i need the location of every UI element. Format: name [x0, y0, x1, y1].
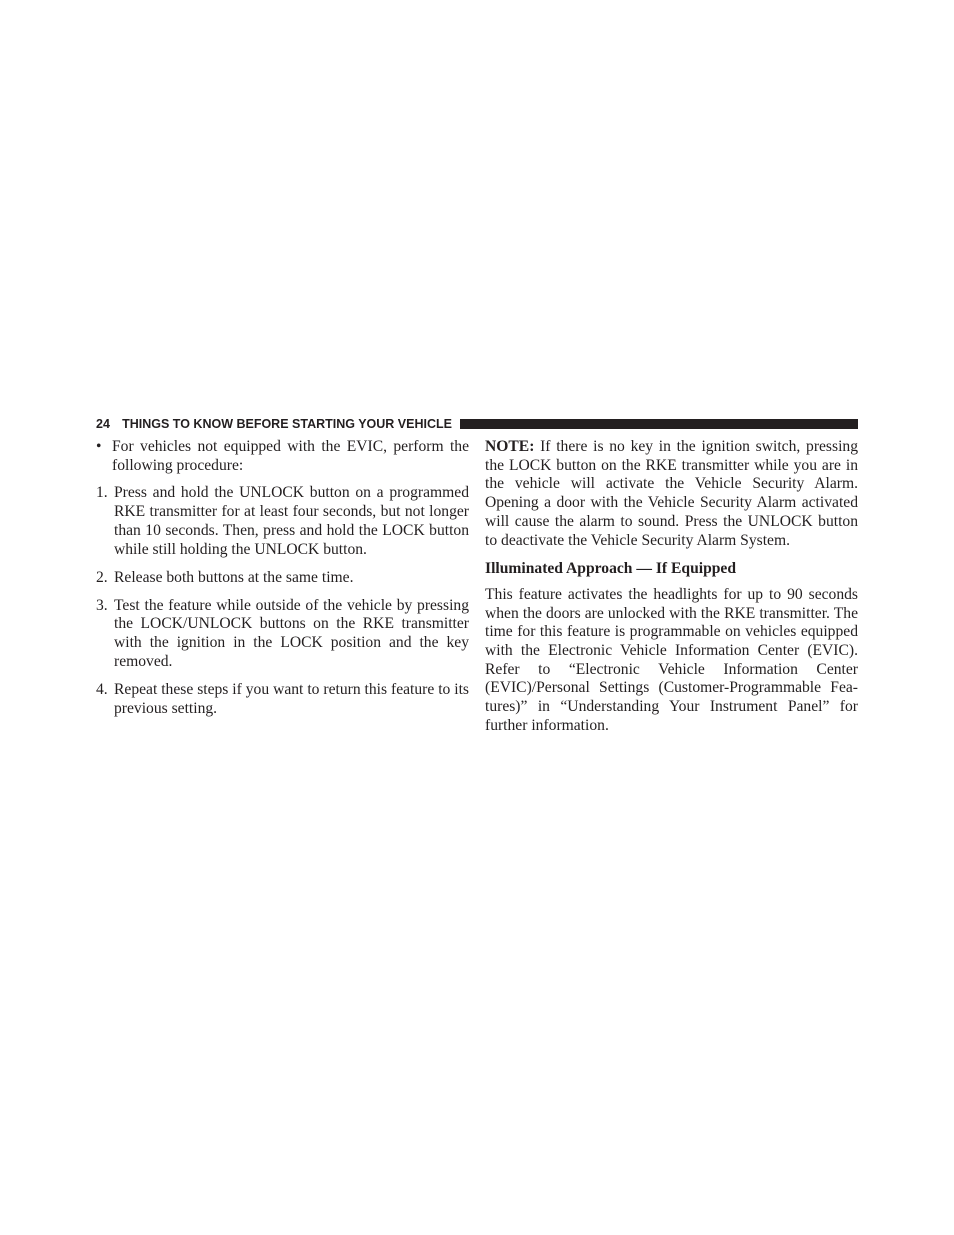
note-label: NOTE:: [485, 438, 535, 455]
step-number: 2.: [96, 568, 108, 586]
page-number: 24: [96, 417, 111, 431]
bullet-item: [96, 438, 469, 475]
step-number: 3.: [96, 596, 108, 614]
note-text: If there is no key in the ignition switch, pressing the LOCK button on the RKE transmitter while you are in the vehicle will activate the Vehicle Security Alarm. Opening a door with the Vehicle Security Alarm activated will cause the alarm to sound. Press the UNLOCK button to deactivate the Vehicle Security Alarm System.: [485, 438, 858, 549]
section-heading: Illuminated Approach — If Equipped: [485, 559, 737, 577]
step-4: [96, 681, 469, 718]
step-3: [96, 597, 469, 672]
section-title: THINGS TO KNOW BEFORE STARTING YOUR VEHICLE: [122, 417, 452, 431]
step-text: Press and hold the UNLOCK button on a programmed RKE transmitter for at least four seconds, but not longer than 10 seconds. Then, press and hold the LOCK button while still holding the UNLOCK button.: [114, 484, 469, 558]
step-text: Test the feature while outside of the vehicle by pressing the LOCK/UNLOCK buttons on the RKE transmitter with the ignition in the LOCK position and the key removed.: [114, 596, 469, 670]
left-column: [96, 438, 469, 728]
header-rule: [460, 419, 858, 429]
step-text: Release both buttons at the same time.: [114, 568, 354, 586]
note-paragraph: [485, 438, 858, 550]
bullet-text: For vehicles not equipped with the EVIC, perform the following procedure:: [112, 438, 469, 474]
bullet-marker: •: [96, 438, 102, 455]
step-2: [96, 569, 469, 588]
step-number: 4.: [96, 680, 108, 698]
running-header: [96, 416, 858, 432]
step-number: 1.: [96, 484, 108, 502]
body-paragraph: This feature activates the headlights for up to 90 seconds when the doors are unlocked with the RKE transmitter. The time for this feature is programmable on vehicles equipped with the Electronic Vehicle Information Center (EVIC). Refer to “Electronic Vehicle Information Center (EVIC)/Personal Settings (Customer-Programmable Features)” in “Understanding Your Instrument Panel” for further information.: [485, 585, 858, 734]
step-1: [96, 484, 469, 559]
step-text: Repeat these steps if you want to return this feature to its previous setting.: [114, 680, 469, 717]
right-column: [485, 438, 858, 745]
